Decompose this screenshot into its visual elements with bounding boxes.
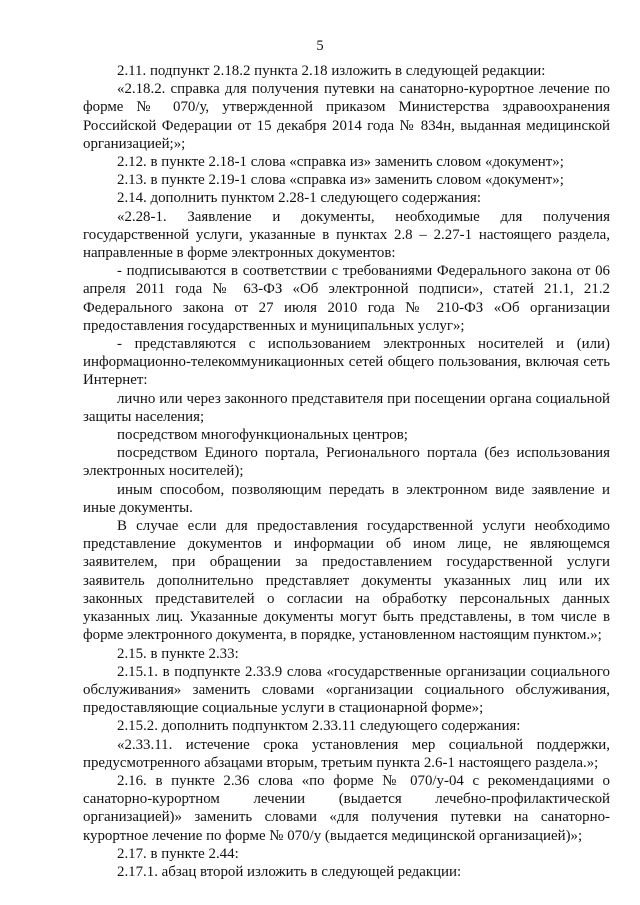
paragraph-2-12: 2.12. в пункте 2.18-1 слова «справка из» заменить словом «документ»; (117, 154, 564, 171)
document-body (83, 62, 610, 881)
paragraph-2-13: 2.13. в пункте 2.19-1 слова «справка из» заменить словом «документ»; (117, 172, 564, 189)
paragraph-2-15-2: 2.15.2. дополнить подпунктом 2.33.11 следующего содержания: (117, 718, 521, 735)
paragraph-2-15-1: 2.15.1. в подпункте 2.33.9 слова «государственные организации социального обслуживания» заменить словами «организации социального обслуживания, предоставляющие социальные услуги в стационарной форме»; (83, 663, 610, 717)
paragraph-other-person: В случае если для предоставления государственной услуги необходимо представление документов и информации об ином лице, не являющемся заявителем, при обращении за предоставлением государственной услуги заявитель дополнительно представляет документы указанных лиц или их законных представителей о согласии на обработку персональных данных указанных лиц. Указанные документы могут быть представлены, в том числе в форме электронного документа, в порядке, установленном настоящим пунктом.»; (83, 518, 610, 644)
paragraph-2-28-1-text: «2.28-1. Заявление и документы, необходимые для получения государственной услуги, указанные в пунктах 2.8 – 2.27-1 настоящего раздела, направленные в форме электронных документов: (83, 208, 610, 262)
paragraph-2-11: 2.11. подпункт 2.18.2 пункта 2.18 изложить в следующей редакции: (117, 63, 546, 79)
paragraph-signed-docs: - подписываются в соответствии с требованиями Федерального закона от 06 апреля 2011 года № 63-ФЗ «Об электронной подписи», статей 21.1, 21.2 Федерального закона от 27 июля 2010 года № 210-ФЗ «Об организации предоставления государственных и муниципальных услуг»; (83, 263, 610, 334)
paragraph-2-18-2-text: «2.18.2. справка для получения путевки на санаторно-курортное лечение по форме № 070/у, утвержденной приказом Министерства здравоохранения Российской Федерации от 15 декабря 2014 года № 834н, выданная медицинской организацией;»; (83, 81, 610, 152)
page-number: 5 (316, 38, 324, 54)
paragraph-other-way: иным способом, позволяющим передать в электронном виде заявление и иные документы. (83, 481, 610, 516)
paragraph-in-person: лично или через законного представителя при посещении органа социальной защиты населения; (83, 390, 610, 425)
paragraph-portal: посредством Единого портала, Регионального портала (без использования электронных носителей); (83, 445, 610, 480)
paragraph-2-14: 2.14. дополнить пунктом 2.28-1 следующего содержания: (117, 190, 482, 207)
paragraph-2-15: 2.15. в пункте 2.33: (117, 645, 239, 662)
paragraph-2-17: 2.17. в пункте 2.44: (117, 845, 239, 862)
paragraph-2-33-11-text: «2.33.11. истечение срока установления мер социальной поддержки, предусмотренного абзацами вторым, третьим пункта 2.6-1 настоящего раздела.»; (83, 736, 610, 771)
paragraph-mfc: посредством многофункциональных центров; (117, 427, 408, 444)
paragraph-submitted-docs: - представляются с использованием электронных носителей и (или) информационно-телекоммуникационных сетей общего пользования, включая сеть Интернет: (83, 336, 610, 389)
paragraph-2-17-1: 2.17.1. абзац второй изложить в следующей редакции: (117, 863, 462, 880)
paragraph-2-16: 2.16. в пункте 2.36 слова «по форме № 070/у-04 с рекомендациями о санаторно-курортном лечении (выдается лечебно-профилактической организацией)» заменить словами «для получения путевки на санаторно-курортное лечение по форме № 070/у (выдается медицинской организацией)»; (83, 772, 610, 844)
